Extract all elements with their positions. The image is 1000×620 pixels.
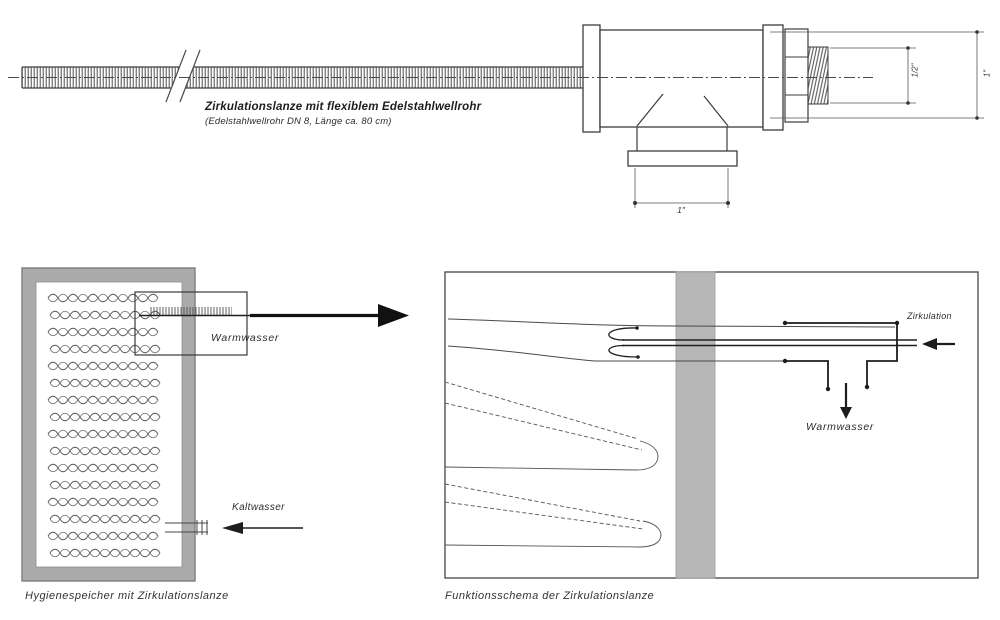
hex-nut (785, 29, 808, 122)
lance-line (139, 307, 250, 316)
caption-left: Hygienespeicher mit Zirkulationslanze (25, 590, 229, 602)
dimension-label-branch: 1" (677, 205, 685, 215)
pointer-arrow-right-icon (250, 304, 409, 327)
lance-assembly-drawing (0, 0, 1000, 250)
warmwasser-label-right: Warmwasser (806, 421, 875, 433)
dimension-label-thread: 1/2" (910, 63, 920, 78)
dimension-label-outer: 1" (982, 69, 992, 78)
dimension-branch (633, 168, 730, 208)
zirkulation-label: Zirkulation (907, 311, 952, 321)
kaltwasser-label: Kaltwasser (232, 502, 285, 513)
threaded-nipple (808, 47, 828, 104)
storage-tank-diagram (0, 260, 440, 620)
tee-body (583, 25, 828, 132)
kaltwasser-arrow-left-icon (222, 522, 303, 534)
dimension-thread (830, 46, 916, 105)
drawing-subtitle: (Edelstahlwellrohr DN 8, Länge ca. 80 cm) (205, 116, 392, 127)
schematic-tank-wall (676, 272, 715, 578)
drawing-title: Zirkulationslanze mit flexiblem Edelstahlwellrohr (205, 101, 482, 113)
caption-right: Funktionsschema der Zirkulationslanze (445, 590, 655, 602)
left-flange (583, 25, 600, 132)
warmwasser-label-left: Warmwasser (211, 332, 280, 344)
